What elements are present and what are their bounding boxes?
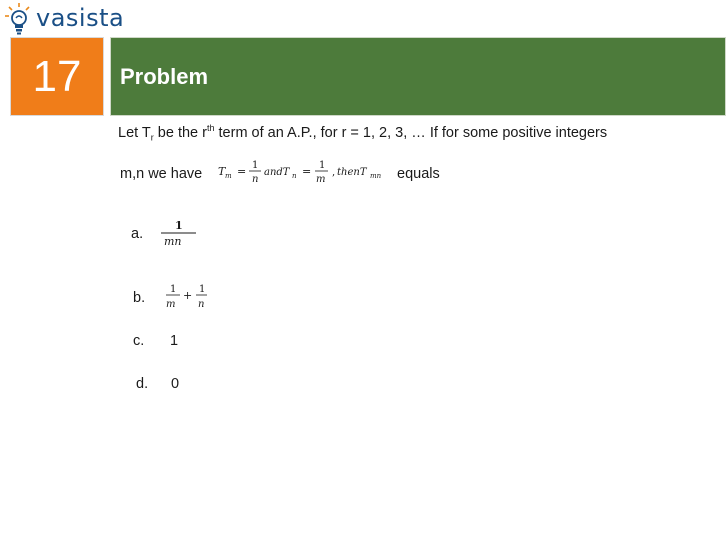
- question-text-start: Let T: [118, 124, 151, 141]
- svg-text:1: 1: [199, 284, 206, 295]
- svg-text:thenT: thenT: [337, 167, 367, 178]
- superscript-th: th: [206, 123, 215, 133]
- logo-text: vasista: [36, 4, 125, 32]
- equation-image: [216, 154, 396, 188]
- svg-text:1: 1: [319, 160, 326, 171]
- svg-text:n: n: [198, 299, 205, 310]
- subscript-r: r: [150, 132, 154, 143]
- svg-text:1: 1: [252, 160, 259, 171]
- svg-text:mn: mn: [370, 172, 382, 180]
- option-b-value: [163, 281, 213, 311]
- svg-text:=: =: [237, 165, 247, 178]
- option-d-label: d.: [136, 376, 149, 392]
- question-text-line2-start: m,n we have: [120, 166, 203, 182]
- lightbulb-icon: [4, 2, 34, 36]
- option-a-value: [158, 218, 202, 248]
- option-a-label: a.: [131, 226, 144, 242]
- vasista-logo: [4, 2, 125, 36]
- question-text-end: term of an A.P., for r = 1, 2, 3, … If for some positive integers: [214, 124, 608, 141]
- option-d-value: 0: [171, 376, 180, 392]
- question-text-line2-end: equals: [397, 166, 440, 182]
- svg-text:mn: mn: [164, 235, 182, 248]
- svg-text:andT: andT: [264, 167, 290, 178]
- question-line-1: [118, 123, 607, 143]
- slide-number: 17: [10, 37, 104, 116]
- svg-text:m: m: [316, 174, 326, 185]
- svg-text:m: m: [225, 172, 232, 180]
- svg-text:1: 1: [170, 284, 177, 295]
- svg-text:+: +: [183, 289, 193, 302]
- slide-title-bar: [110, 37, 726, 116]
- question-text-mid: be the r: [153, 124, 207, 141]
- option-b-label: b.: [133, 290, 146, 306]
- svg-text:n: n: [292, 172, 297, 180]
- option-c-value: 1: [170, 333, 179, 349]
- svg-text:m: m: [166, 299, 176, 310]
- slide-title: Problem: [120, 63, 209, 89]
- option-c-label: c.: [133, 333, 145, 349]
- question-line-2: [120, 166, 202, 182]
- svg-text:=: =: [302, 165, 312, 178]
- svg-text:T: T: [218, 165, 226, 178]
- svg-text:,: ,: [332, 167, 336, 178]
- svg-text:1: 1: [175, 219, 183, 232]
- svg-text:n: n: [252, 174, 259, 185]
